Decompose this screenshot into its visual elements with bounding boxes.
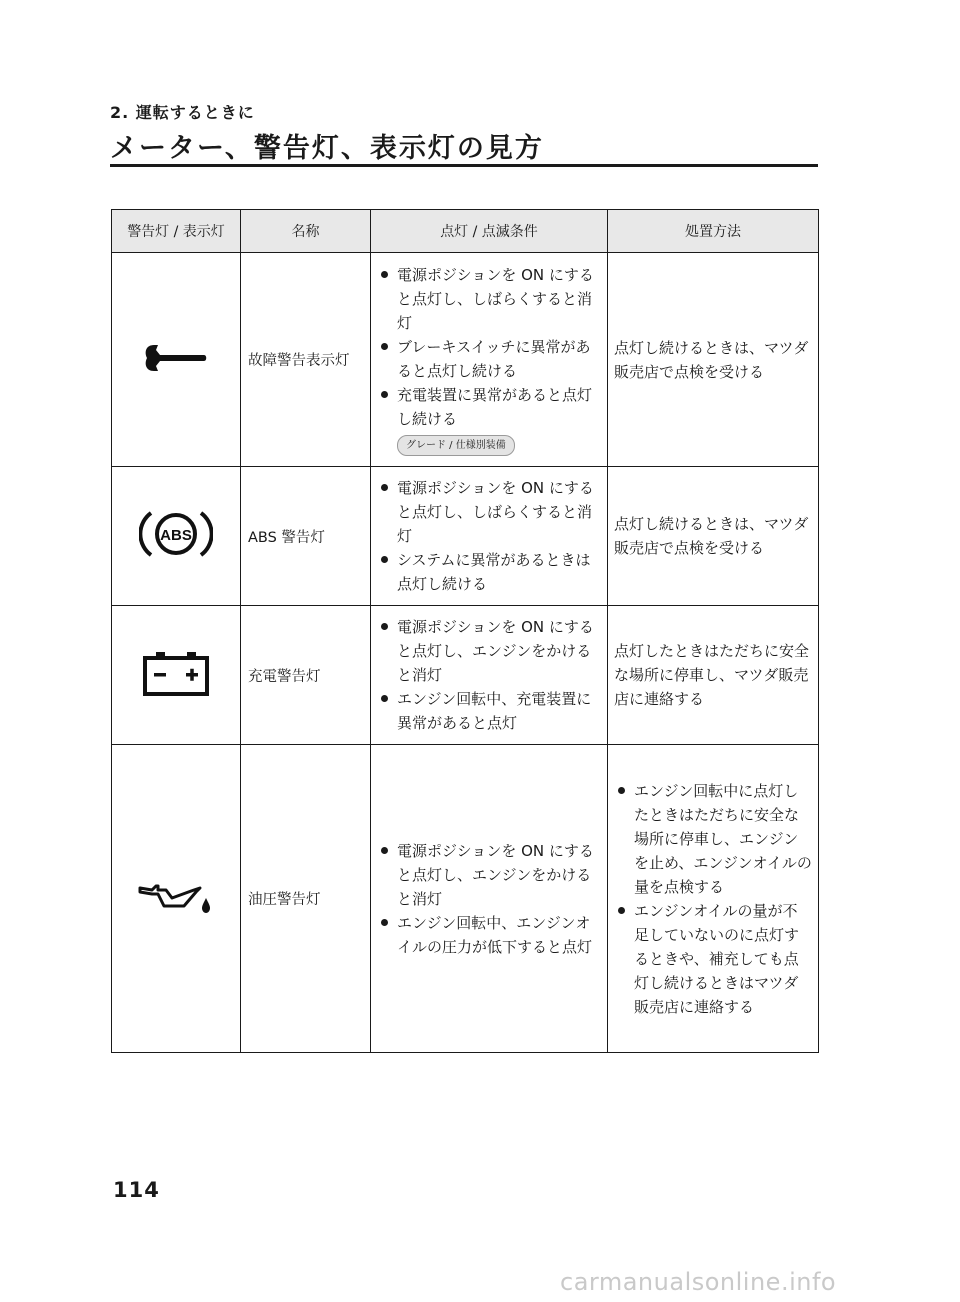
table-row [112, 253, 819, 467]
condition-list [377, 839, 601, 959]
wrench-icon [144, 343, 208, 373]
condition-cell [371, 467, 608, 606]
icon-cell [112, 467, 241, 606]
table-header-row [112, 210, 819, 253]
watermark: carmanualsonline.info [560, 1268, 837, 1296]
icon-cell [112, 253, 241, 467]
action-cell: 点灯し続けるときは、マツダ販売店で点検を受ける [608, 467, 819, 606]
table-row [112, 745, 819, 1053]
action-cell: 点灯し続けるときは、マツダ販売店で点検を受ける [608, 253, 819, 467]
icon-cell [112, 606, 241, 745]
condition-cell [371, 745, 608, 1053]
grade-badge: グレード / 仕様別装備 [397, 435, 515, 456]
name-cell: 故障警告表示灯 [241, 253, 371, 467]
action-cell [608, 745, 819, 1053]
condition-list [377, 615, 601, 735]
list-item: 電源ポジションを ON にすると点灯し、しばらくすると消灯 [377, 476, 601, 548]
abs-warning-icon [139, 505, 213, 563]
warning-lights-table [111, 209, 819, 1053]
icon-cell [112, 745, 241, 1053]
condition-list [377, 263, 601, 431]
list-item: 電源ポジションを ON にすると点灯し、エンジンをかけると消灯 [377, 615, 601, 687]
header-indicator: 警告灯 / 表示灯 [112, 210, 241, 253]
table-row [112, 606, 819, 745]
abs-icon-text: ABS [160, 527, 192, 544]
list-item: 充電装置に異常があると点灯し続ける [377, 383, 601, 431]
header-action: 処置方法 [608, 210, 819, 253]
condition-list [377, 476, 601, 596]
title-rule [110, 164, 818, 167]
oil-can-icon [138, 880, 214, 914]
list-item: 電源ポジションを ON にすると点灯し、しばらくすると消灯 [377, 263, 601, 335]
list-item: エンジンオイルの量が不足していないのに点灯するときや、補充しても点灯し続けるときはマツダ販売店に連絡する [614, 899, 812, 1019]
name-cell: 充電警告灯 [241, 606, 371, 745]
name-cell: ABS 警告灯 [241, 467, 371, 606]
list-item: エンジン回転中、エンジンオイルの圧力が低下すると点灯 [377, 911, 601, 959]
page-number: 114 [113, 1178, 160, 1202]
action-list [614, 779, 812, 1019]
page-title: メーター、警告灯、表示灯の見方 [110, 133, 544, 164]
action-cell: 点灯したときはただちに安全な場所に停車し、マツダ販売店に連絡する [608, 606, 819, 745]
list-item: 電源ポジションを ON にすると点灯し、エンジンをかけると消灯 [377, 839, 601, 911]
list-item: ブレーキスイッチに異常があると点灯し続ける [377, 335, 601, 383]
section-label: 2. 運転するときに [110, 103, 255, 122]
list-item: システムに異常があるときは点灯し続ける [377, 548, 601, 596]
list-item: エンジン回転中に点灯したときはただちに安全な場所に停車し、エンジンを止め、エンジンオイルの量を点検する [614, 779, 812, 899]
condition-cell [371, 253, 608, 467]
table-row [112, 467, 819, 606]
name-cell: 油圧警告灯 [241, 745, 371, 1053]
condition-cell [371, 606, 608, 745]
battery-icon [142, 650, 210, 696]
header-name: 名称 [241, 210, 371, 253]
list-item: エンジン回転中、充電装置に異常があると点灯 [377, 687, 601, 735]
header-condition: 点灯 / 点滅条件 [371, 210, 608, 253]
